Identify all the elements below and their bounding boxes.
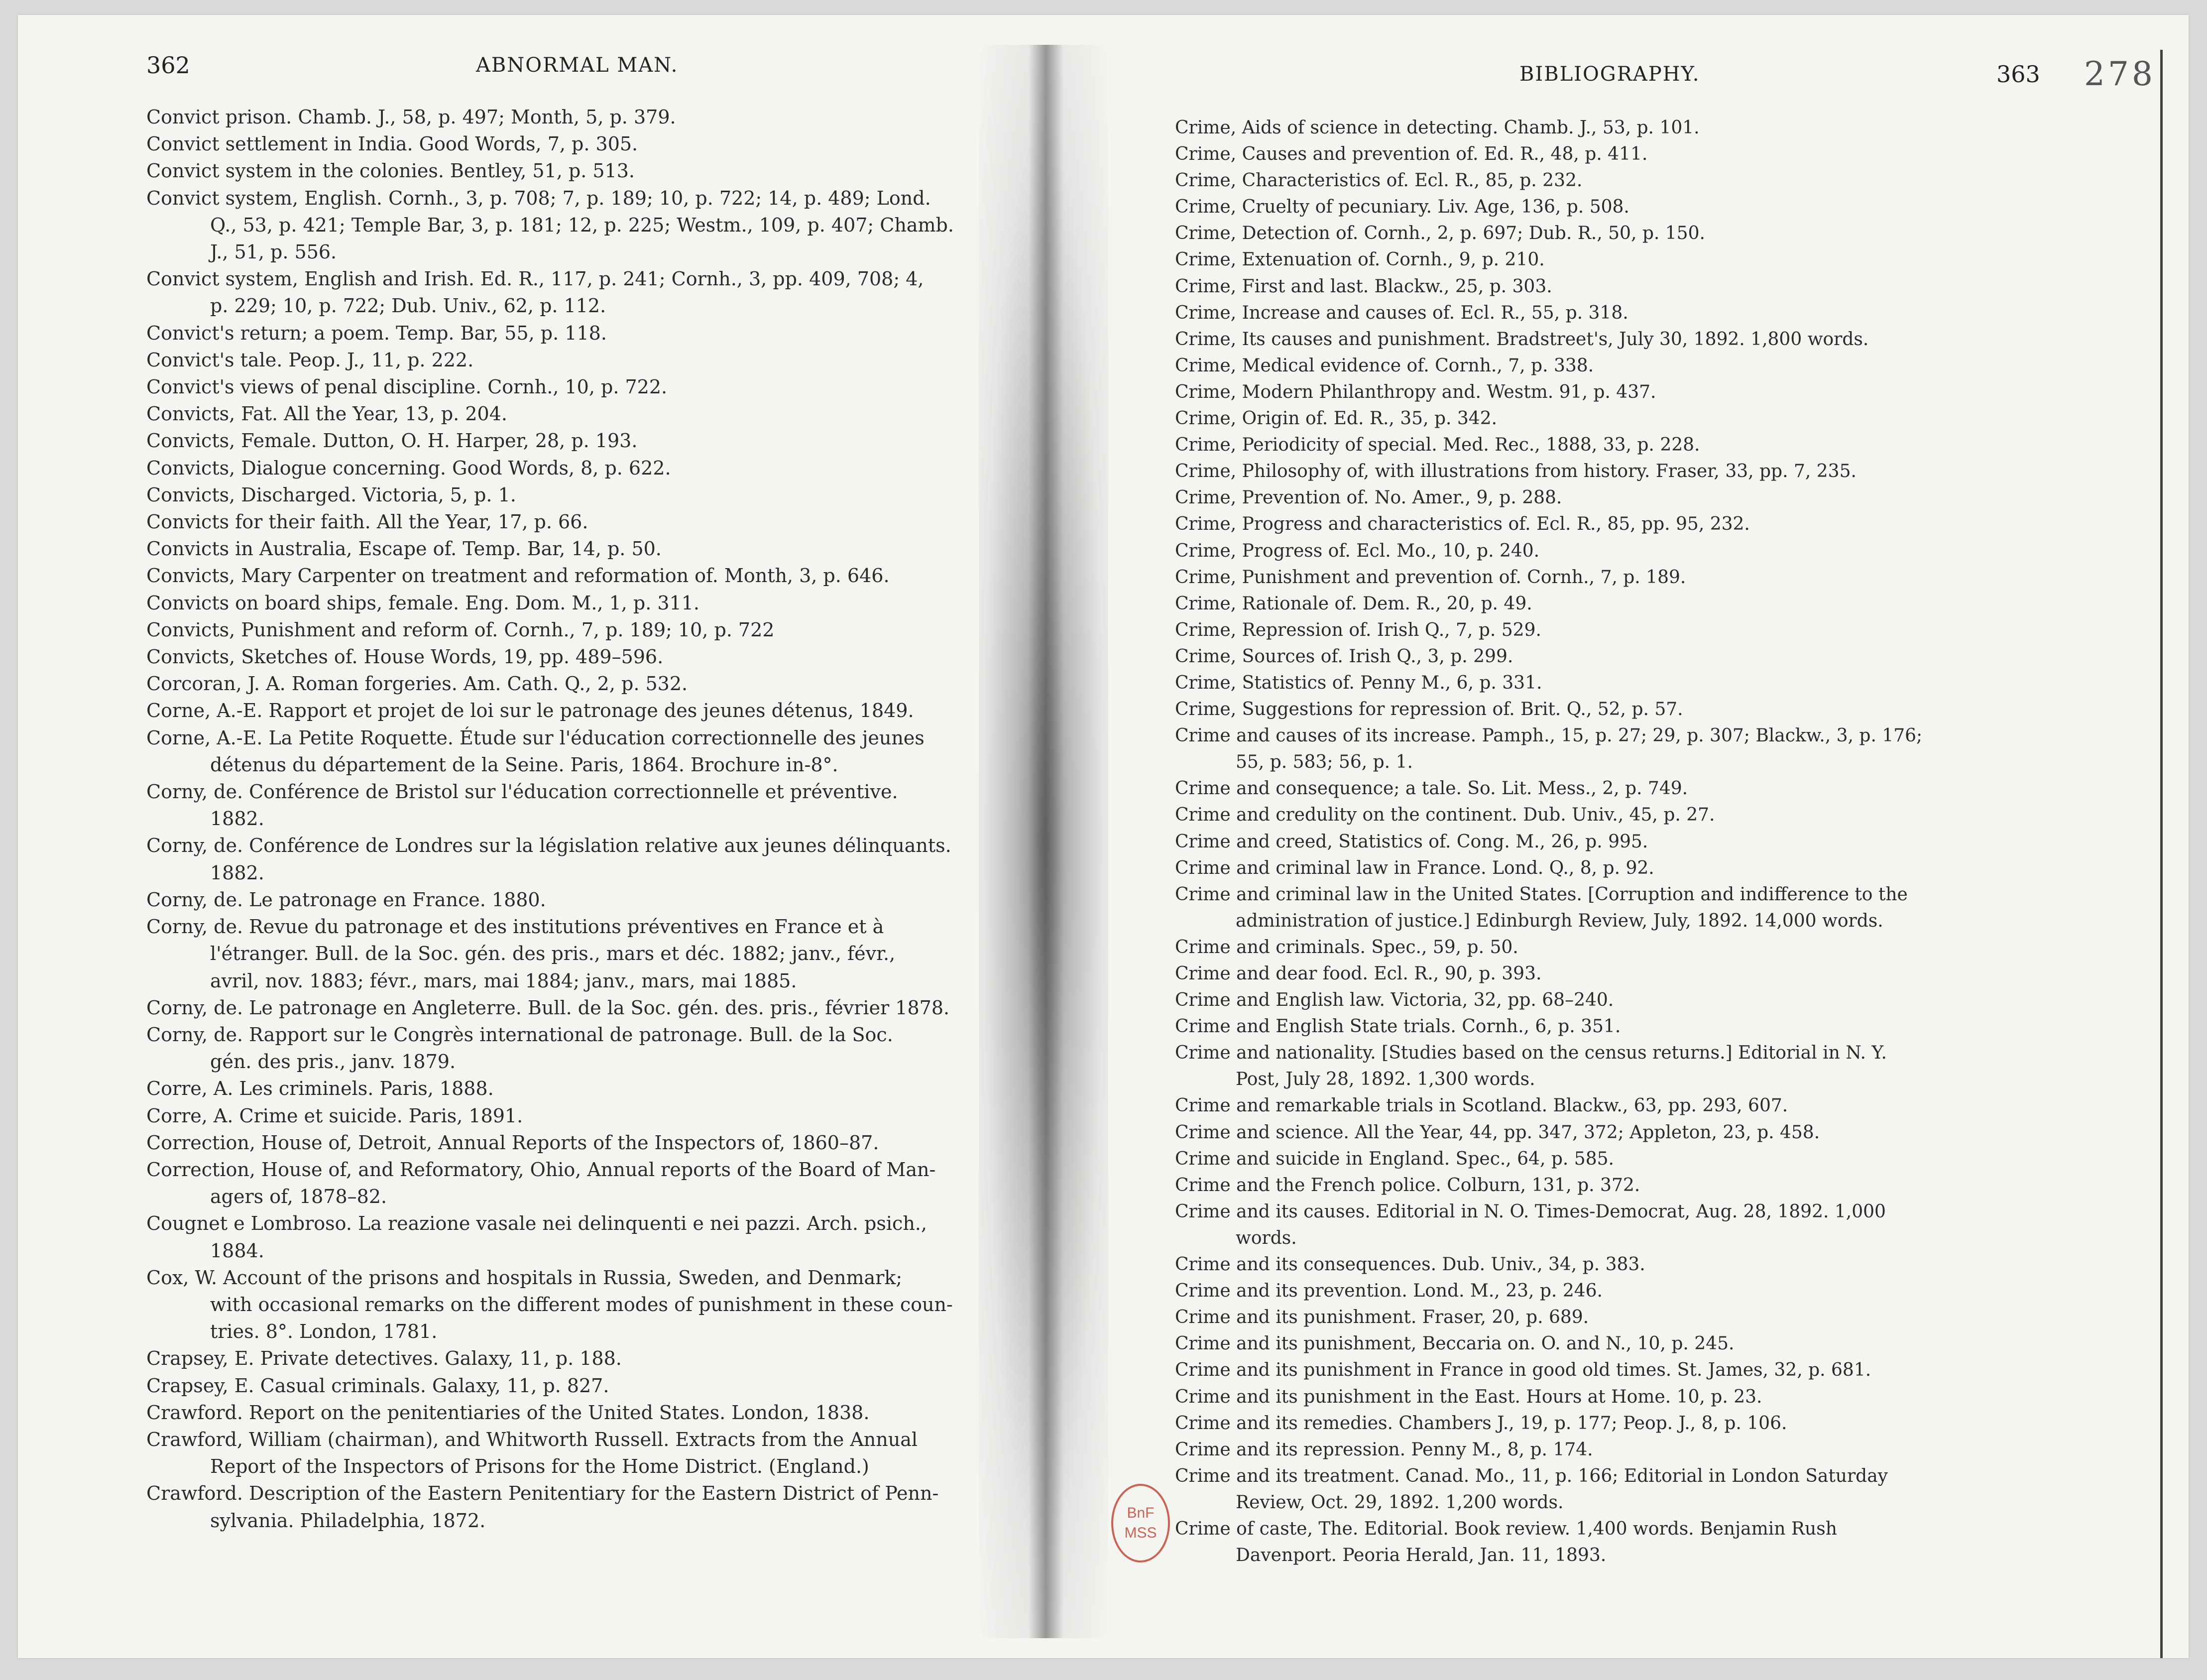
bibliography-line: Crime, First and last. Blackw., 25, p. 303. [1175, 276, 1552, 297]
bibliography-line: Corre, A. Les criminels. Paris, 1888. [146, 1078, 494, 1100]
bibliography-line: Crime and criminals. Spec., 59, p. 50. [1175, 937, 1518, 958]
bibliography-line: Crime, Progress of. Ecl. Mo., 10, p. 240. [1175, 540, 1540, 561]
bibliography-line: Crime and its consequences. Dub. Univ., 34, p. 383. [1175, 1254, 1645, 1275]
bibliography-line: Cougnet e Lombroso. La reazione vasale nei delinquenti e nei pazzi. Arch. psich., [146, 1212, 927, 1235]
bibliography-line: Crime and causes of its increase. Pamph., 15, p. 27; 29, p. 307; Blackw., 3, p. 176; [1175, 725, 1923, 746]
bibliography-line: Crime and English State trials. Cornh., 6, p. 351. [1175, 1016, 1621, 1037]
bibliography-line: Crime, Repression of. Irish Q., 7, p. 529. [1175, 619, 1541, 640]
bibliography-line: Crime and creed, Statistics of. Cong. M., 26, p. 995. [1175, 831, 1648, 852]
bibliography-line: p. 229; 10, p. 722; Dub. Univ., 62, p. 112. [210, 295, 606, 317]
bibliography-line: Convicts in Australia, Escape of. Temp. Bar, 14, p. 50. [146, 538, 662, 560]
bibliography-line: Convict's return; a poem. Temp. Bar, 55, p. 118. [146, 322, 607, 344]
bibliography-line: Correction, House of, Detroit, Annual Reports of the Inspectors of, 1860–87. [146, 1131, 879, 1154]
bibliography-line: Crime, Philosophy of, with illustrations from history. Fraser, 33, pp. 7, 235. [1175, 461, 1857, 482]
bibliography-line: Convicts, Punishment and reform of. Cornh., 7, p. 189; 10, p. 722 [146, 618, 775, 641]
bibliography-line: Crime and its punishment in France in good old times. St. James, 32, p. 681. [1175, 1360, 1871, 1381]
bibliography-line: Convicts, Female. Dutton, O. H. Harper, 28, p. 193. [146, 430, 638, 452]
bibliography-line: Convicts on board ships, female. Eng. Dom. M., 1, p. 311. [146, 592, 699, 614]
bibliography-line: Corny, de. Le patronage en Angleterre. Bull. de la Soc. gén. des. pris., février 1878. [146, 996, 950, 1019]
bibliography-line: Crime and its repression. Penny M., 8, p. 174. [1175, 1439, 1593, 1460]
bibliography-line: Convicts, Sketches of. House Words, 19, pp. 489–596. [146, 646, 664, 668]
left-running-title: ABNORMAL MAN. [476, 54, 679, 77]
library-stamp [1111, 1484, 1170, 1562]
bibliography-line: Convict settlement in India. Good Words, 7, p. 305. [146, 133, 638, 155]
bibliography-line: agers of, 1878–82. [210, 1186, 387, 1208]
bibliography-line: Crime and credulity on the continent. Dub. Univ., 45, p. 27. [1175, 805, 1715, 826]
bibliography-line: Crime and dear food. Ecl. R., 90, p. 393. [1175, 963, 1542, 984]
bibliography-line: Crime, Periodicity of special. Med. Rec., 1888, 33, p. 228. [1175, 435, 1700, 456]
bibliography-line: 1882. [210, 861, 264, 884]
bibliography-line: Crapsey, E. Casual criminals. Galaxy, 11, p. 827. [146, 1374, 609, 1397]
bibliography-line: Crime, Prevention of. No. Amer., 9, p. 288. [1175, 487, 1562, 508]
bibliography-line: Crime, Causes and prevention of. Ed. R., 48, p. 411. [1175, 144, 1648, 165]
bibliography-line: Crime and its causes. Editorial in N. O. Times-Democrat, Aug. 28, 1892. 1,000 [1175, 1201, 1886, 1222]
bibliography-line: Review, Oct. 29, 1892. 1,200 words. [1236, 1492, 1564, 1513]
bibliography-line: Crime, Increase and causes of. Ecl. R., 55, p. 318. [1175, 302, 1628, 323]
bibliography-line: Corny, de. Rapport sur le Congrès international de patronage. Bull. de la Soc. [146, 1023, 893, 1046]
bibliography-line: Q., 53, p. 421; Temple Bar, 3, p. 181; 12, p. 225; Westm., 109, p. 407; Chamb. [210, 214, 954, 236]
bibliography-line: Convicts, Dialogue concerning. Good Words, 8, p. 622. [146, 457, 671, 479]
bibliography-line: Crime, Statistics of. Penny M., 6, p. 331. [1175, 672, 1542, 693]
bibliography-line: Crime and criminal law in the United States. [Corruption and indifference to the [1175, 884, 1908, 905]
bibliography-line: Crapsey, E. Private detectives. Galaxy, 11, p. 188. [146, 1347, 622, 1370]
bibliography-line: Crime, Suggestions for repression of. Brit. Q., 52, p. 57. [1175, 699, 1683, 720]
bibliography-line: J., 51, p. 556. [210, 241, 337, 263]
bibliography-line: Crawford. Report on the penitentiaries of the United States. London, 1838. [146, 1401, 870, 1424]
bibliography-line: Crime, Extenuation of. Cornh., 9, p. 210. [1175, 249, 1545, 270]
bibliography-line: gén. des pris., janv. 1879. [210, 1051, 456, 1073]
bibliography-line: Crime, Aids of science in detecting. Chamb. J., 53, p. 101. [1175, 118, 1700, 138]
bibliography-line: Crime and science. All the Year, 44, pp. 347, 372; Appleton, 23, p. 458. [1175, 1122, 1820, 1143]
bibliography-line: détenus du département de la Seine. Paris, 1864. Brochure in-8°. [210, 753, 838, 776]
bibliography-line: Convicts, Discharged. Victoria, 5, p. 1. [146, 483, 516, 506]
bibliography-line: Crime of caste, The. Editorial. Book review. 1,400 words. Benjamin Rush [1175, 1518, 1837, 1539]
bibliography-line: Crime, Origin of. Ed. R., 35, p. 342. [1175, 408, 1498, 429]
bibliography-line: avril, nov. 1883; févr., mars, mai 1884; janv., mars, mai 1885. [210, 969, 797, 992]
bibliography-line: 1884. [210, 1239, 264, 1262]
bibliography-line: Convict's views of penal discipline. Cornh., 10, p. 722. [146, 376, 668, 398]
bibliography-line: Convict prison. Chamb. J., 58, p. 497; Month, 5, p. 379. [146, 106, 676, 128]
bibliography-line: Crime and its remedies. Chambers J., 19, p. 177; Peop. J., 8, p. 106. [1175, 1413, 1787, 1434]
bibliography-line: Crime, Detection of. Cornh., 2, p. 697; Dub. R., 50, p. 150. [1175, 223, 1705, 244]
bibliography-line: Crime and criminal law in France. Lond. Q., 8, p. 92. [1175, 857, 1654, 878]
bibliography-line: Crime and nationality. [Studies based on the census returns.] Editorial in N. Y. [1175, 1043, 1887, 1064]
bibliography-line: Report of the Inspectors of Prisons for the Home District. (England.) [210, 1455, 869, 1478]
bibliography-line: Crime and its treatment. Canad. Mo., 11, p. 166; Editorial in London Saturday [1175, 1465, 1888, 1486]
bibliography-line: Convicts for their faith. All the Year, 17, p. 66. [146, 511, 588, 533]
stamp-line-2: MSS [1124, 1525, 1157, 1541]
bibliography-line: 1882. [210, 808, 264, 830]
bibliography-line: Crime, Cruelty of pecuniary. Liv. Age, 136, p. 508. [1175, 197, 1629, 218]
bibliography-line: Davenport. Peoria Herald, Jan. 11, 1893. [1236, 1545, 1607, 1566]
bibliography-line: Corny, de. Le patronage en France. 1880. [146, 888, 546, 911]
bibliography-line: Crawford, William (chairman), and Whitworth Russell. Extracts from the Annual [146, 1428, 918, 1450]
bibliography-line: Crime, Modern Philanthropy and. Westm. 91, p. 437. [1175, 381, 1656, 402]
bibliography-line: Corny, de. Conférence de Bristol sur l'éducation correctionnelle et préventive. [146, 781, 898, 803]
bibliography-line: Crime and English law. Victoria, 32, pp. 68–240. [1175, 990, 1614, 1011]
bibliography-line: Crime, Rationale of. Dem. R., 20, p. 49. [1175, 593, 1532, 614]
bibliography-line: Convict system, English and Irish. Ed. R., 117, p. 241; Cornh., 3, pp. 409, 708; 4, [146, 268, 924, 290]
bibliography-line: Crime, Its causes and punishment. Bradstreet's, July 30, 1892. 1,800 words. [1175, 329, 1869, 350]
bibliography-line: tries. 8°. London, 1781. [210, 1320, 438, 1343]
bibliography-line: Crime, Sources of. Irish Q., 3, p. 299. [1175, 646, 1513, 667]
bibliography-line: Crime and remarkable trials in Scotland. Blackw., 63, pp. 293, 607. [1175, 1095, 1788, 1116]
bibliography-line: words. [1236, 1227, 1297, 1248]
bibliography-line: Crime and consequence; a tale. So. Lit. Mess., 2, p. 749. [1175, 778, 1688, 799]
bibliography-line: Convicts, Fat. All the Year, 13, p. 204. [146, 403, 507, 425]
folio-number: 278 [2084, 55, 2156, 93]
bibliography-line: Crime and its punishment. Fraser, 20, p. 689. [1175, 1307, 1589, 1328]
bibliography-line: Corny, de. Revue du patronage et des institutions préventives en France et à [146, 916, 884, 938]
right-page-text [1175, 115, 2076, 1568]
bibliography-line: Crime and suicide in England. Spec., 64, p. 585. [1175, 1148, 1614, 1169]
page-edge-line [2160, 50, 2163, 1658]
bibliography-line: Crawford. Description of the Eastern Penitentiary for the Eastern District of Penn- [146, 1482, 939, 1505]
bibliography-line: Crime, Progress and characteristics of. Ecl. R., 85, pp. 95, 232. [1175, 514, 1750, 535]
bibliography-line: l'étranger. Bull. de la Soc. gén. des pris., mars et déc. 1882; janv., févr., [210, 943, 896, 965]
bibliography-line: Post, July 28, 1892. 1,300 words. [1236, 1069, 1535, 1090]
bibliography-line: Crime and its punishment in the East. Hours at Home. 10, p. 23. [1175, 1386, 1762, 1407]
bibliography-line: sylvania. Philadelphia, 1872. [210, 1509, 486, 1532]
bibliography-line: Crime, Punishment and prevention of. Cornh., 7, p. 189. [1175, 567, 1686, 588]
right-running-title: BIBLIOGRAPHY. [1519, 63, 1700, 86]
bibliography-line: with occasional remarks on the different modes of punishment in these coun- [210, 1293, 953, 1316]
scanned-sheet [18, 15, 2189, 1658]
bibliography-line: Convict system, English. Cornh., 3, p. 708; 7, p. 189; 10, p. 722; 14, p. 489; Lond. [146, 187, 931, 209]
bibliography-line: Corcoran, J. A. Roman forgeries. Am. Cath. Q., 2, p. 532. [146, 673, 688, 695]
left-page-number: 362 [146, 52, 190, 79]
bibliography-line: Crime, Medical evidence of. Cornh., 7, p. 338. [1175, 355, 1594, 376]
bibliography-line: 55, p. 583; 56, p. 1. [1236, 752, 1413, 773]
bibliography-line: Corny, de. Conférence de Londres sur la législation relative aux jeunes délinquants. [146, 835, 951, 857]
bibliography-line: administration of justice.] Edinburgh Review, July, 1892. 14,000 words. [1236, 910, 1883, 931]
bibliography-line: Corre, A. Crime et suicide. Paris, 1891. [146, 1104, 523, 1127]
bibliography-line: Convict system in the colonies. Bentley, 51, p. 513. [146, 160, 635, 182]
bibliography-line: Crime and its punishment, Beccaria on. O. and N., 10, p. 245. [1175, 1333, 1735, 1354]
bibliography-line: Corne, A.-E. La Petite Roquette. Étude sur l'éducation correctionnelle des jeunes [146, 726, 925, 749]
bibliography-line: Crime and the French police. Colburn, 131, p. 372. [1175, 1175, 1640, 1196]
right-page-number: 363 [1996, 61, 2040, 88]
bibliography-line: Convict's tale. Peop. J., 11, p. 222. [146, 349, 474, 371]
bibliography-line: Cox, W. Account of the prisons and hospitals in Russia, Sweden, and Denmark; [146, 1266, 903, 1289]
stamp-line-1: BnF [1127, 1505, 1155, 1521]
left-page-text [146, 104, 1057, 1534]
bibliography-line: Crime and its prevention. Lond. M., 23, p. 246. [1175, 1281, 1603, 1302]
bibliography-line: Crime, Characteristics of. Ecl. R., 85, p. 232. [1175, 170, 1583, 191]
bibliography-line: Correction, House of, and Reformatory, Ohio, Annual reports of the Board of Man- [146, 1158, 936, 1181]
bibliography-line: Corne, A.-E. Rapport et projet de loi sur le patronage des jeunes détenus, 1849. [146, 700, 914, 722]
bibliography-line: Convicts, Mary Carpenter on treatment and reformation of. Month, 3, p. 646. [146, 565, 890, 587]
